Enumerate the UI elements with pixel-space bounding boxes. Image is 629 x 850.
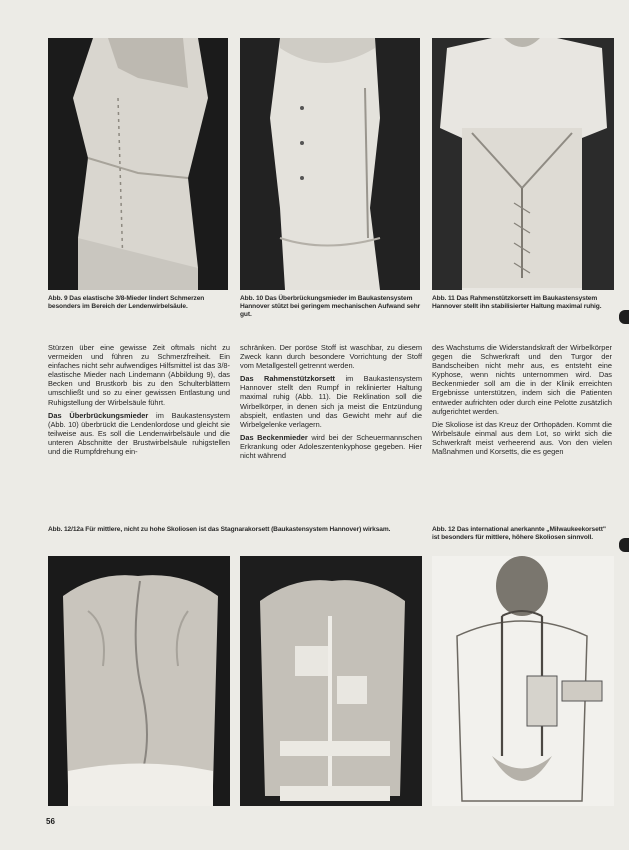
paragraph-text: wird bei der Scheuermannschen Erkrankung oder Adoleszentenkyphose gegeben. Hier nicht während bbox=[240, 432, 422, 461]
photo-fig12 bbox=[48, 556, 230, 806]
photo-fig12a bbox=[240, 556, 422, 806]
binder-mark bbox=[619, 538, 629, 552]
caption-fig12-12a: Abb. 12/12a Für mittlere, nicht zu hohe Skoliosen ist das Stagnarakorsett (Baukastensystem Hannover) wirksam. bbox=[48, 526, 391, 533]
paragraph bbox=[48, 411, 230, 456]
paragraph: Stürzen über eine gewisse Zeit oftmals nicht zu vermeiden und führen zu Schmerzfreiheit. Ein einfaches nicht sehr aufwendiges Hilfsmittel ist das 3/8-elastische Mieder nach Lindemann (Abbildung 9), das Becken und Brustkorb bis zu den Schulterblättern umschließt und so zu einer gewissen Entlastung und Ruhigstellung der Wirbelsäule führt. bbox=[48, 343, 230, 407]
paragraph-text: im Baukastensystem Hannover stellt den Rumpf in reklinierter Haltung maximal ruhig (Abb. 11). Die Reklination soll die Wirbelkörper, in denen sich ja meist die Entzündung abspielt, entlasten und das Gewicht mehr auf die Wirbelgelenke verlagern. bbox=[240, 374, 422, 429]
highlight-term: Das Beckenmieder bbox=[240, 432, 308, 442]
caption-fig12-right: Abb. 12 Das international anerkannte „Milwaukeekorsett" ist besonders für mittlere, höhere Skoliosen sinnvoll. bbox=[432, 526, 606, 541]
photo-fig9 bbox=[48, 38, 228, 290]
paragraph-text: im Baukastensystem (Abb. 10) überbrückt die Lendenlordose und gleicht sie teilweise aus. Es soll die Lendenwirbelsäule und die unteren Abschnitte der Brustwirbelsäule ruhigstellen und die Rumpfdrehung ein- bbox=[48, 410, 230, 457]
photo-fig10 bbox=[240, 38, 420, 290]
page-number: 56 bbox=[46, 817, 55, 826]
highlight-term: Das Rahmenstützkorsett bbox=[240, 374, 336, 384]
highlight-term: Das Überbrückungsmieder bbox=[48, 410, 149, 420]
photo-fig11 bbox=[432, 38, 614, 290]
caption-fig11: Abb. 11 Das Rahmenstützkorsett im Baukastensystem Hannover stellt ihn stabilisierter Haltung maximal ruhig. bbox=[432, 295, 602, 310]
text-column-left bbox=[48, 343, 230, 460]
paragraph: schränken. Der poröse Stoff ist waschbar, zu diesem Zweck kann durch besondere Vorrichtung der Stoff vom Metallgestell getrennt werden. bbox=[240, 343, 422, 371]
caption-fig10: Abb. 10 Das Überbrückungsmieder im Baukastensystem Hannover stützt bei geringem mechanischen Aufwand sehr gut. bbox=[240, 295, 421, 318]
caption-fig9: Abb. 9 Das elastische 3/8-Mieder lindert Schmerzen besonders im Bereich der Lendenwirbelsäule. bbox=[48, 295, 205, 310]
text-column-middle bbox=[240, 343, 422, 464]
paragraph bbox=[240, 374, 422, 429]
paragraph: Die Skoliose ist das Kreuz der Orthopäden. Kommt die Wirbelsäule einmal aus dem Lot, so wirkt sich die Schwerkraft meist verheerend aus. Von den vielen Maßnahmen und Korsetts, die es gegen bbox=[432, 419, 612, 457]
drawing-fig12-right bbox=[432, 556, 614, 806]
text-column-right bbox=[432, 343, 612, 460]
binder-mark bbox=[619, 310, 629, 324]
paragraph: des Wachstums die Widerstandskraft der Wirbelkörper gegen die Schwerkraft und den Turgor der Bandscheiben nicht mehr aus, es entsteht eine Kyphose, wenn nichts unternommen wird. Das Beckenmieder soll am die in der Klinik erreichten Ergebnisse unterstützen, indem sich die Patienten entweder aufrichten oder durch eine Pelotte zusätzlich aufgerichtet werden. bbox=[432, 343, 612, 416]
paragraph bbox=[240, 433, 422, 460]
